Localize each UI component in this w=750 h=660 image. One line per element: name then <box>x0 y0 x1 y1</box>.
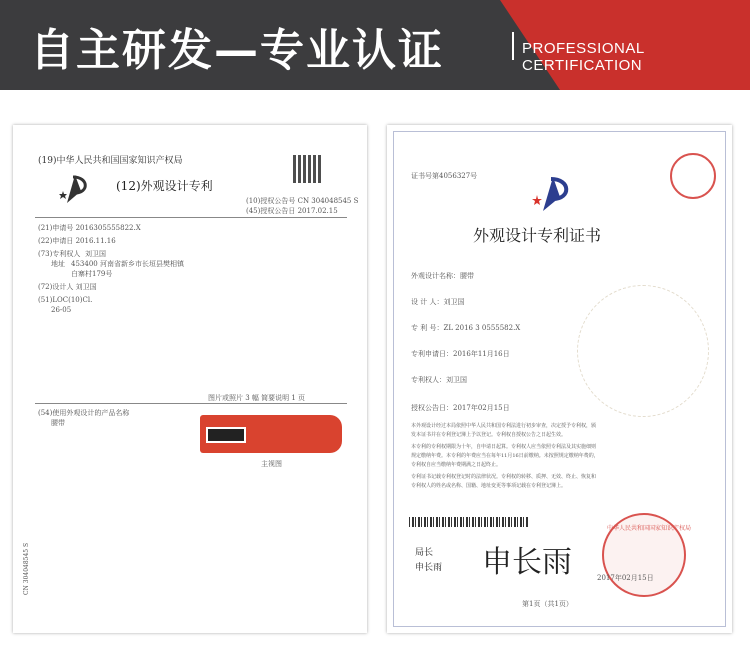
certificate-number: 证书号第4056327号 <box>411 172 478 180</box>
designer: 设 计 人：刘卫国 <box>411 298 465 306</box>
loc-classification: (51)LOC(10)Cl. <box>38 296 93 304</box>
banner-divider <box>512 32 514 60</box>
application-date: (22)申请日 2016.11.16 <box>38 237 116 245</box>
address-label: 地址 <box>51 260 65 268</box>
divider <box>35 217 347 218</box>
paragraph-3: 专利证书记载专利权登记时的法律状况。专利权的转移、质押、无效、终止、恢复和 <box>411 474 597 480</box>
page-indicator: 第1页（共1页） <box>522 600 573 608</box>
paragraph-2b: 规定缴纳年费。本专利的年费应当在每年11月16日前缴纳。未按照规定缴纳年费的， <box>411 453 599 459</box>
product-heading: (54)使用外观设计的产品名称 <box>38 409 130 417</box>
patent-document <box>13 125 367 633</box>
director-name: 申长雨 <box>415 563 443 573</box>
emblem-watermark <box>577 285 709 417</box>
publication-date: (45)授权公告日 2017.02.15 <box>246 207 338 215</box>
paragraph-1: 本外观设计经过本局依照中华人民共和国专利法进行初步审查，决定授予专利权，颁 <box>411 423 597 429</box>
view-label: 主视图 <box>261 460 282 468</box>
designer: (72)设计人 刘卫国 <box>38 283 97 291</box>
design-name: 外观设计名称：腰带 <box>411 272 474 280</box>
address-line-1: 453400 河南省新乡市长垣县樊相镇 <box>71 260 184 268</box>
figure-note: 图片或照片 3 幅 简要说明 1 页 <box>208 394 306 402</box>
director-signature: 申长雨 <box>482 545 572 580</box>
application-date: 专利申请日：2016年11月16日 <box>411 350 510 358</box>
side-number: CN 304048545 S <box>23 542 30 595</box>
divider <box>35 403 347 404</box>
patent-certificate <box>387 125 732 633</box>
certificate-title: 外观设计专利证书 <box>473 226 602 245</box>
top-right-seal <box>670 153 716 199</box>
patent-number: 专 利 号：ZL 2016 3 0555582.X <box>411 324 521 332</box>
grant-date: 授权公告日：2017年02月15日 <box>411 404 510 412</box>
patent-office-logo <box>527 175 577 213</box>
director-title: 局长 <box>415 548 434 558</box>
seal-date: 2017年02月15日 <box>597 574 654 582</box>
header-banner <box>0 0 750 90</box>
paragraph-2: 本专利的专利权期限为十年，自申请日起算。专利权人应当依照专利法及其实施细则 <box>411 444 597 450</box>
banner-english-title: PROFESSIONAL CERTIFICATION <box>522 40 645 74</box>
authority-name: (19)中华人民共和国国家知识产权局 <box>38 156 183 166</box>
paragraph-1b: 发本证书并在专利登记簿上予以登记。专利权自授权公告之日起生效。 <box>411 432 567 438</box>
patent-office-logo <box>55 173 95 205</box>
application-number: (21)申请号 2016305555822.X <box>38 224 141 232</box>
qr-code-icon <box>293 155 321 183</box>
address-line-2: 白寨村179号 <box>71 270 113 278</box>
loc-value: 26-05 <box>51 306 72 314</box>
patentee: 专利权人：刘卫国 <box>411 376 467 384</box>
patent-kind: (12)外观设计专利 <box>116 179 213 193</box>
patentee: 刘卫国 <box>85 250 106 258</box>
barcode <box>409 517 529 527</box>
paragraph-2c: 专利权自应当缴纳年费期满之日起终止。 <box>411 462 502 468</box>
seal-text: 中华人民共和国国家知识产权局 <box>607 525 692 532</box>
patentee-label: (73)专利权人 <box>38 250 81 258</box>
belt-product-image <box>200 415 342 453</box>
paragraph-3b: 专利权人的姓名或名称、国籍、地址变更等事项记载在专利登记簿上。 <box>411 483 567 489</box>
publication-number: (10)授权公告号 CN 304048545 S <box>246 197 359 205</box>
product-name: 腰带 <box>51 419 65 427</box>
banner-title: 自主研发—专业认证 <box>30 25 444 76</box>
